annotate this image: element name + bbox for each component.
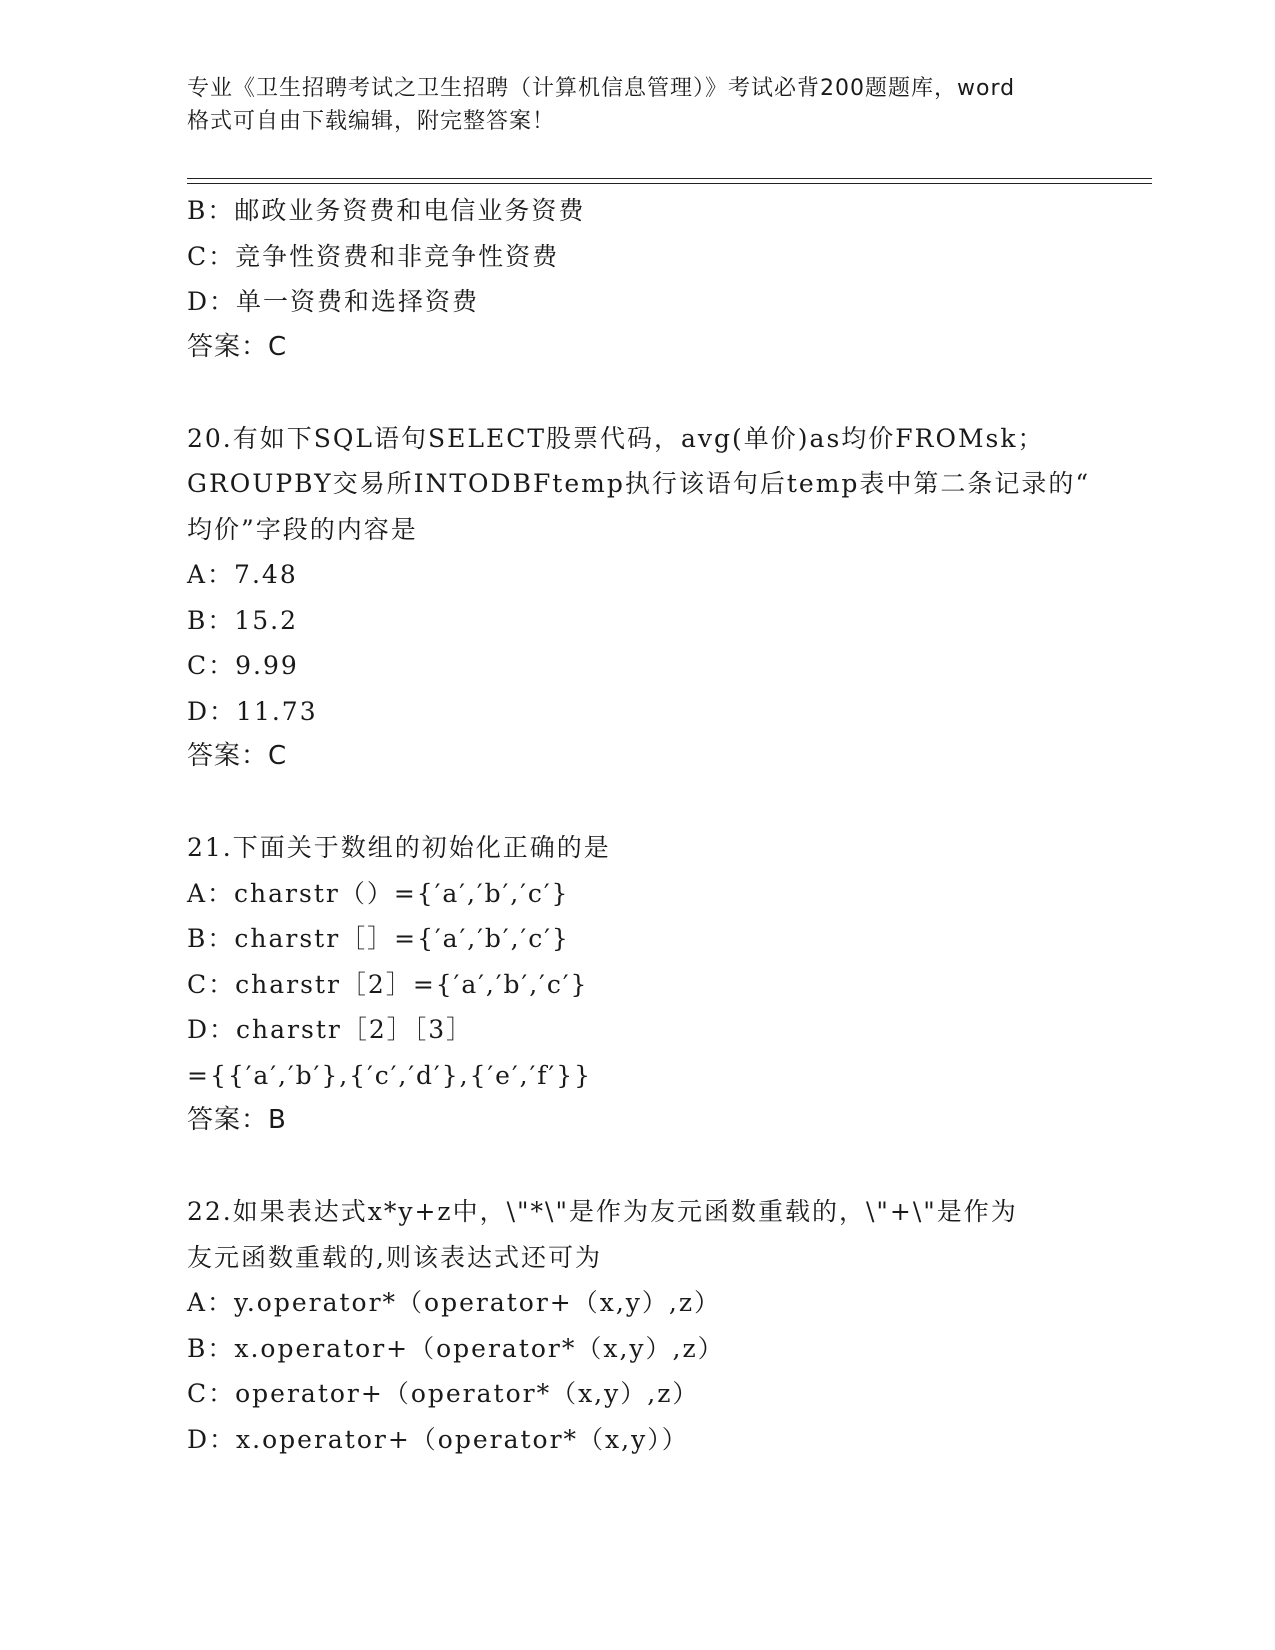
option-c: C：operator+（operator*（x,y）,z）	[187, 1379, 700, 1408]
spacer	[187, 370, 1107, 416]
option-a: A：charstr（）={′a′,′b′,′c′}	[187, 878, 570, 908]
header-line-1: 专业《卫生招聘考试之卫生招聘（计算机信息管理）》考试必背200题题库，word	[187, 76, 1016, 101]
header-rule-bottom	[187, 183, 1152, 184]
option-a: A：7.48	[187, 560, 298, 589]
header-line-2: 格式可自由下载编辑，附完整答案！	[187, 109, 556, 134]
question-stem-line: 友元函数重载的,则该表达式还可为	[187, 1242, 602, 1272]
question-stem-line: GROUPBY交易所INTODBFtemp执行该语句后temp表中第二条记录的“	[187, 469, 1091, 498]
option-c: C：charstr［2］={′a′,′b′,′c′}	[187, 969, 589, 999]
option-b: B：x.operator+（operator*（x,y）,z）	[187, 1333, 725, 1363]
question-stem: 21.下面关于数组的初始化正确的是	[187, 833, 611, 862]
question-stem-line: 22.如果表达式x*y+z中，\"*\"是作为友元函数重载的，\"+\"是作为	[187, 1197, 1018, 1226]
question-20	[187, 416, 1107, 780]
document-header	[187, 72, 1087, 138]
spacer	[187, 780, 1107, 826]
question-19	[187, 188, 1107, 370]
option-c: C：竞争性资费和非竞争性资费	[187, 241, 560, 271]
option-d-continued: ={{′a′,′b′},{′c′,′d′},{′e′,′f′}}	[187, 1060, 593, 1090]
question-content	[187, 188, 1107, 1462]
option-a: A：y.operator*（operator+（x,y）,z）	[187, 1288, 722, 1317]
option-b: B：邮政业务资费和电信业务资费	[187, 196, 586, 225]
option-b: B：15.2	[187, 605, 299, 635]
question-stem-line: 20.有如下SQL语句SELECT股票代码，avg(单价)as均价FROMsk；	[187, 423, 1045, 453]
answer: 答案：C	[187, 741, 288, 771]
option-c: C：9.99	[187, 651, 299, 680]
option-d: D：charstr［2］［3］	[187, 1015, 474, 1044]
header-rule-top	[187, 178, 1152, 179]
question-22	[187, 1189, 1107, 1462]
question-stem-line: 均价”字段的内容是	[187, 514, 418, 544]
option-d: D：11.73	[187, 696, 318, 726]
spacer	[187, 1144, 1107, 1190]
question-21	[187, 825, 1107, 1144]
answer: 答案：C	[187, 331, 288, 362]
option-b: B：charstr［］={′a′,′b′,′c′}	[187, 924, 570, 953]
option-d: D：单一资费和选择资费	[187, 287, 480, 316]
option-d: D：x.operator+（operator*（x,y））	[187, 1424, 689, 1454]
answer: 答案：B	[187, 1105, 287, 1135]
